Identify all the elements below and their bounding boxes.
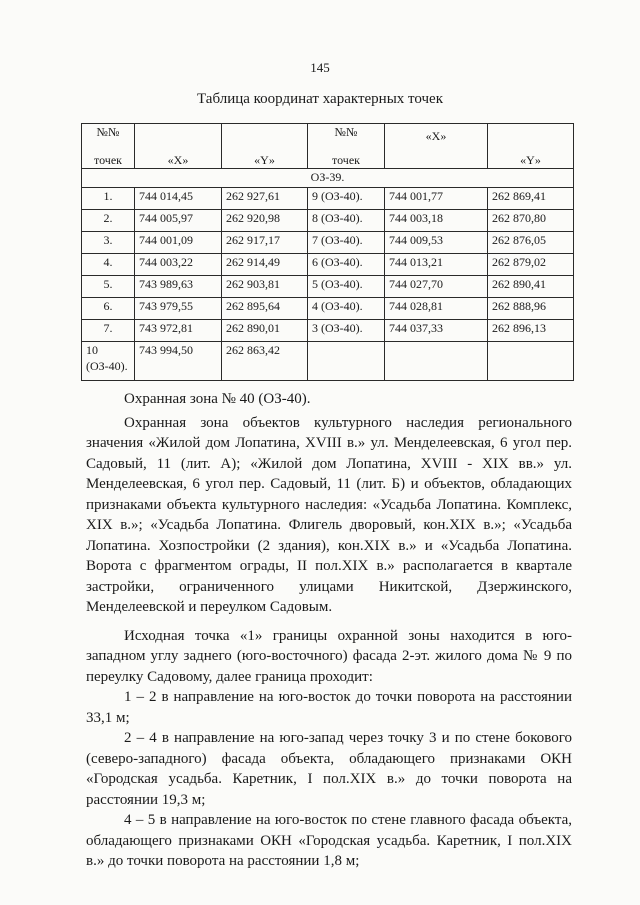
cell-y2: 262 879,02 <box>488 254 574 276</box>
header-num2 <box>308 124 385 169</box>
cell-num: 3. <box>82 232 135 254</box>
cell-y: 262 927,61 <box>222 188 308 210</box>
header-x-label: «X» <box>167 153 189 167</box>
cell-x2: 744 037,33 <box>385 320 488 342</box>
header-y <box>222 124 308 169</box>
cell-x2: 744 028,81 <box>385 298 488 320</box>
cell-y: 262 895,64 <box>222 298 308 320</box>
cell-y2: 262 896,13 <box>488 320 574 342</box>
cell-y: 262 903,81 <box>222 276 308 298</box>
zone-title: Охранная зона № 40 (ОЗ-40). <box>124 391 311 407</box>
segment-4-5: 4 – 5 в направление на юго-восток по стене главного фасада объекта, обладающего признаками ОКН «Городская усадьба. Каретник, I пол.XIX в.» до точки поворота на расстоянии 1,8 м; <box>86 812 572 869</box>
header-x2 <box>385 124 488 169</box>
header-num2-line2: точек <box>332 153 360 167</box>
cell-num2: 4 (ОЗ-40). <box>308 298 385 320</box>
header-y2-label: «Y» <box>520 153 541 167</box>
cell-x2: 744 001,77 <box>385 188 488 210</box>
segment-1-2: 1 – 2 в направление на юго-восток до точки поворота на расстоянии 33,1 м; <box>86 689 572 726</box>
cell-y: 262 917,17 <box>222 232 308 254</box>
cell-y2: 262 870,80 <box>488 210 574 232</box>
cell-num2: 7 (ОЗ-40). <box>308 232 385 254</box>
cell-x: 744 005,97 <box>135 210 222 232</box>
zone-label-row <box>82 169 574 188</box>
cell-num2: 6 (ОЗ-40). <box>308 254 385 276</box>
cell-x: 743 972,81 <box>135 320 222 342</box>
segment-2-4: 2 – 4 в направление на юго-запад через точку 3 и по стене бокового (северо-западного) фасада объекта, обладающего признаками ОКН «Городская усадьба. Каретник, I пол.XIX в.» до точки поворота на расстоянии 19,3 м; <box>86 730 572 808</box>
table-title: Таблица координат характерных точек <box>197 91 443 107</box>
header-num2-line1: №№ <box>334 125 358 139</box>
header-num-line2: точек <box>94 153 122 167</box>
cell-num2: 3 (ОЗ-40). <box>308 320 385 342</box>
table-row <box>82 276 574 298</box>
table-row <box>82 254 574 276</box>
cell-y: 262 863,42 <box>222 342 308 381</box>
cell-num: 1. <box>82 188 135 210</box>
table-row <box>82 320 574 342</box>
cell-y2: 262 876,05 <box>488 232 574 254</box>
cell-y: 262 920,98 <box>222 210 308 232</box>
cell-y2-empty <box>488 342 574 381</box>
table-header-row <box>82 124 574 169</box>
body-text <box>86 389 572 872</box>
zone-description: Охранная зона объектов культурного наследия регионального значения «Жилой дом Лопатина, XVIII в.» ул. Менделеевская, 6 угол пер. Садовый, 11 (лит. А); «Жилой дом Лопатина, XVIII - XIX вв.» ул. Менделеевская, 6 угол пер. Садовый, 11 (лит. Б) и объектов, обладающих признаками объекта культурного наследия: «Усадьба Лопатина. Комплекс, XIX в.»; «Усадьба Лопатина. Флигель дворовый, кон.XIX в.»; «Усадьба Лопатина. Хозпостройки (2 здания), кон.XIX в.» и «Усадьба Лопатина. Ворота с фрагментом ограды, II пол.XIX в.» располагается в квартале застройки, ограниченного улицами Никитской, Дзержинского, Менделеевской и переулком Садовым. <box>86 414 572 615</box>
cell-num: 7. <box>82 320 135 342</box>
start-point-description: Исходная точка «1» границы охранной зоны находится в юго-западном углу заднего (юго-восточного) фасада 2-эт. жилого дома № 9 по переулку Садовому, далее граница проходит: <box>86 627 572 685</box>
cell-x: 743 994,50 <box>135 342 222 381</box>
header-y-label: «Y» <box>254 153 275 167</box>
header-num-line1: №№ <box>96 125 120 139</box>
page-number: 145 <box>310 60 330 75</box>
table-row <box>82 298 574 320</box>
zone-label: ОЗ-39. <box>82 169 574 188</box>
cell-num: 6. <box>82 298 135 320</box>
coordinates-table <box>81 123 574 381</box>
cell-num2-empty <box>308 342 385 381</box>
cell-num: 4. <box>82 254 135 276</box>
cell-x2: 744 003,18 <box>385 210 488 232</box>
cell-y2: 262 869,41 <box>488 188 574 210</box>
header-x2-label: «X» <box>425 129 447 143</box>
cell-x2: 744 009,53 <box>385 232 488 254</box>
table-row <box>82 342 574 381</box>
cell-x: 743 989,63 <box>135 276 222 298</box>
cell-x2: 744 027,70 <box>385 276 488 298</box>
cell-x: 744 003,22 <box>135 254 222 276</box>
header-num <box>82 124 135 169</box>
header-y2 <box>488 124 574 169</box>
cell-y2: 262 888,96 <box>488 298 574 320</box>
cell-y: 262 914,49 <box>222 254 308 276</box>
cell-x2: 744 013,21 <box>385 254 488 276</box>
cell-x: 744 014,45 <box>135 188 222 210</box>
table-row <box>82 210 574 232</box>
cell-num: 10 (ОЗ-40). <box>82 342 135 381</box>
table-row <box>82 232 574 254</box>
cell-num2: 8 (ОЗ-40). <box>308 210 385 232</box>
cell-num: 2. <box>82 210 135 232</box>
header-x <box>135 124 222 169</box>
cell-x: 744 001,09 <box>135 232 222 254</box>
cell-num2: 5 (ОЗ-40). <box>308 276 385 298</box>
cell-y2: 262 890,41 <box>488 276 574 298</box>
cell-num2: 9 (ОЗ-40). <box>308 188 385 210</box>
cell-y: 262 890,01 <box>222 320 308 342</box>
cell-x: 743 979,55 <box>135 298 222 320</box>
cell-num: 5. <box>82 276 135 298</box>
cell-x2-empty <box>385 342 488 381</box>
table-row <box>82 188 574 210</box>
